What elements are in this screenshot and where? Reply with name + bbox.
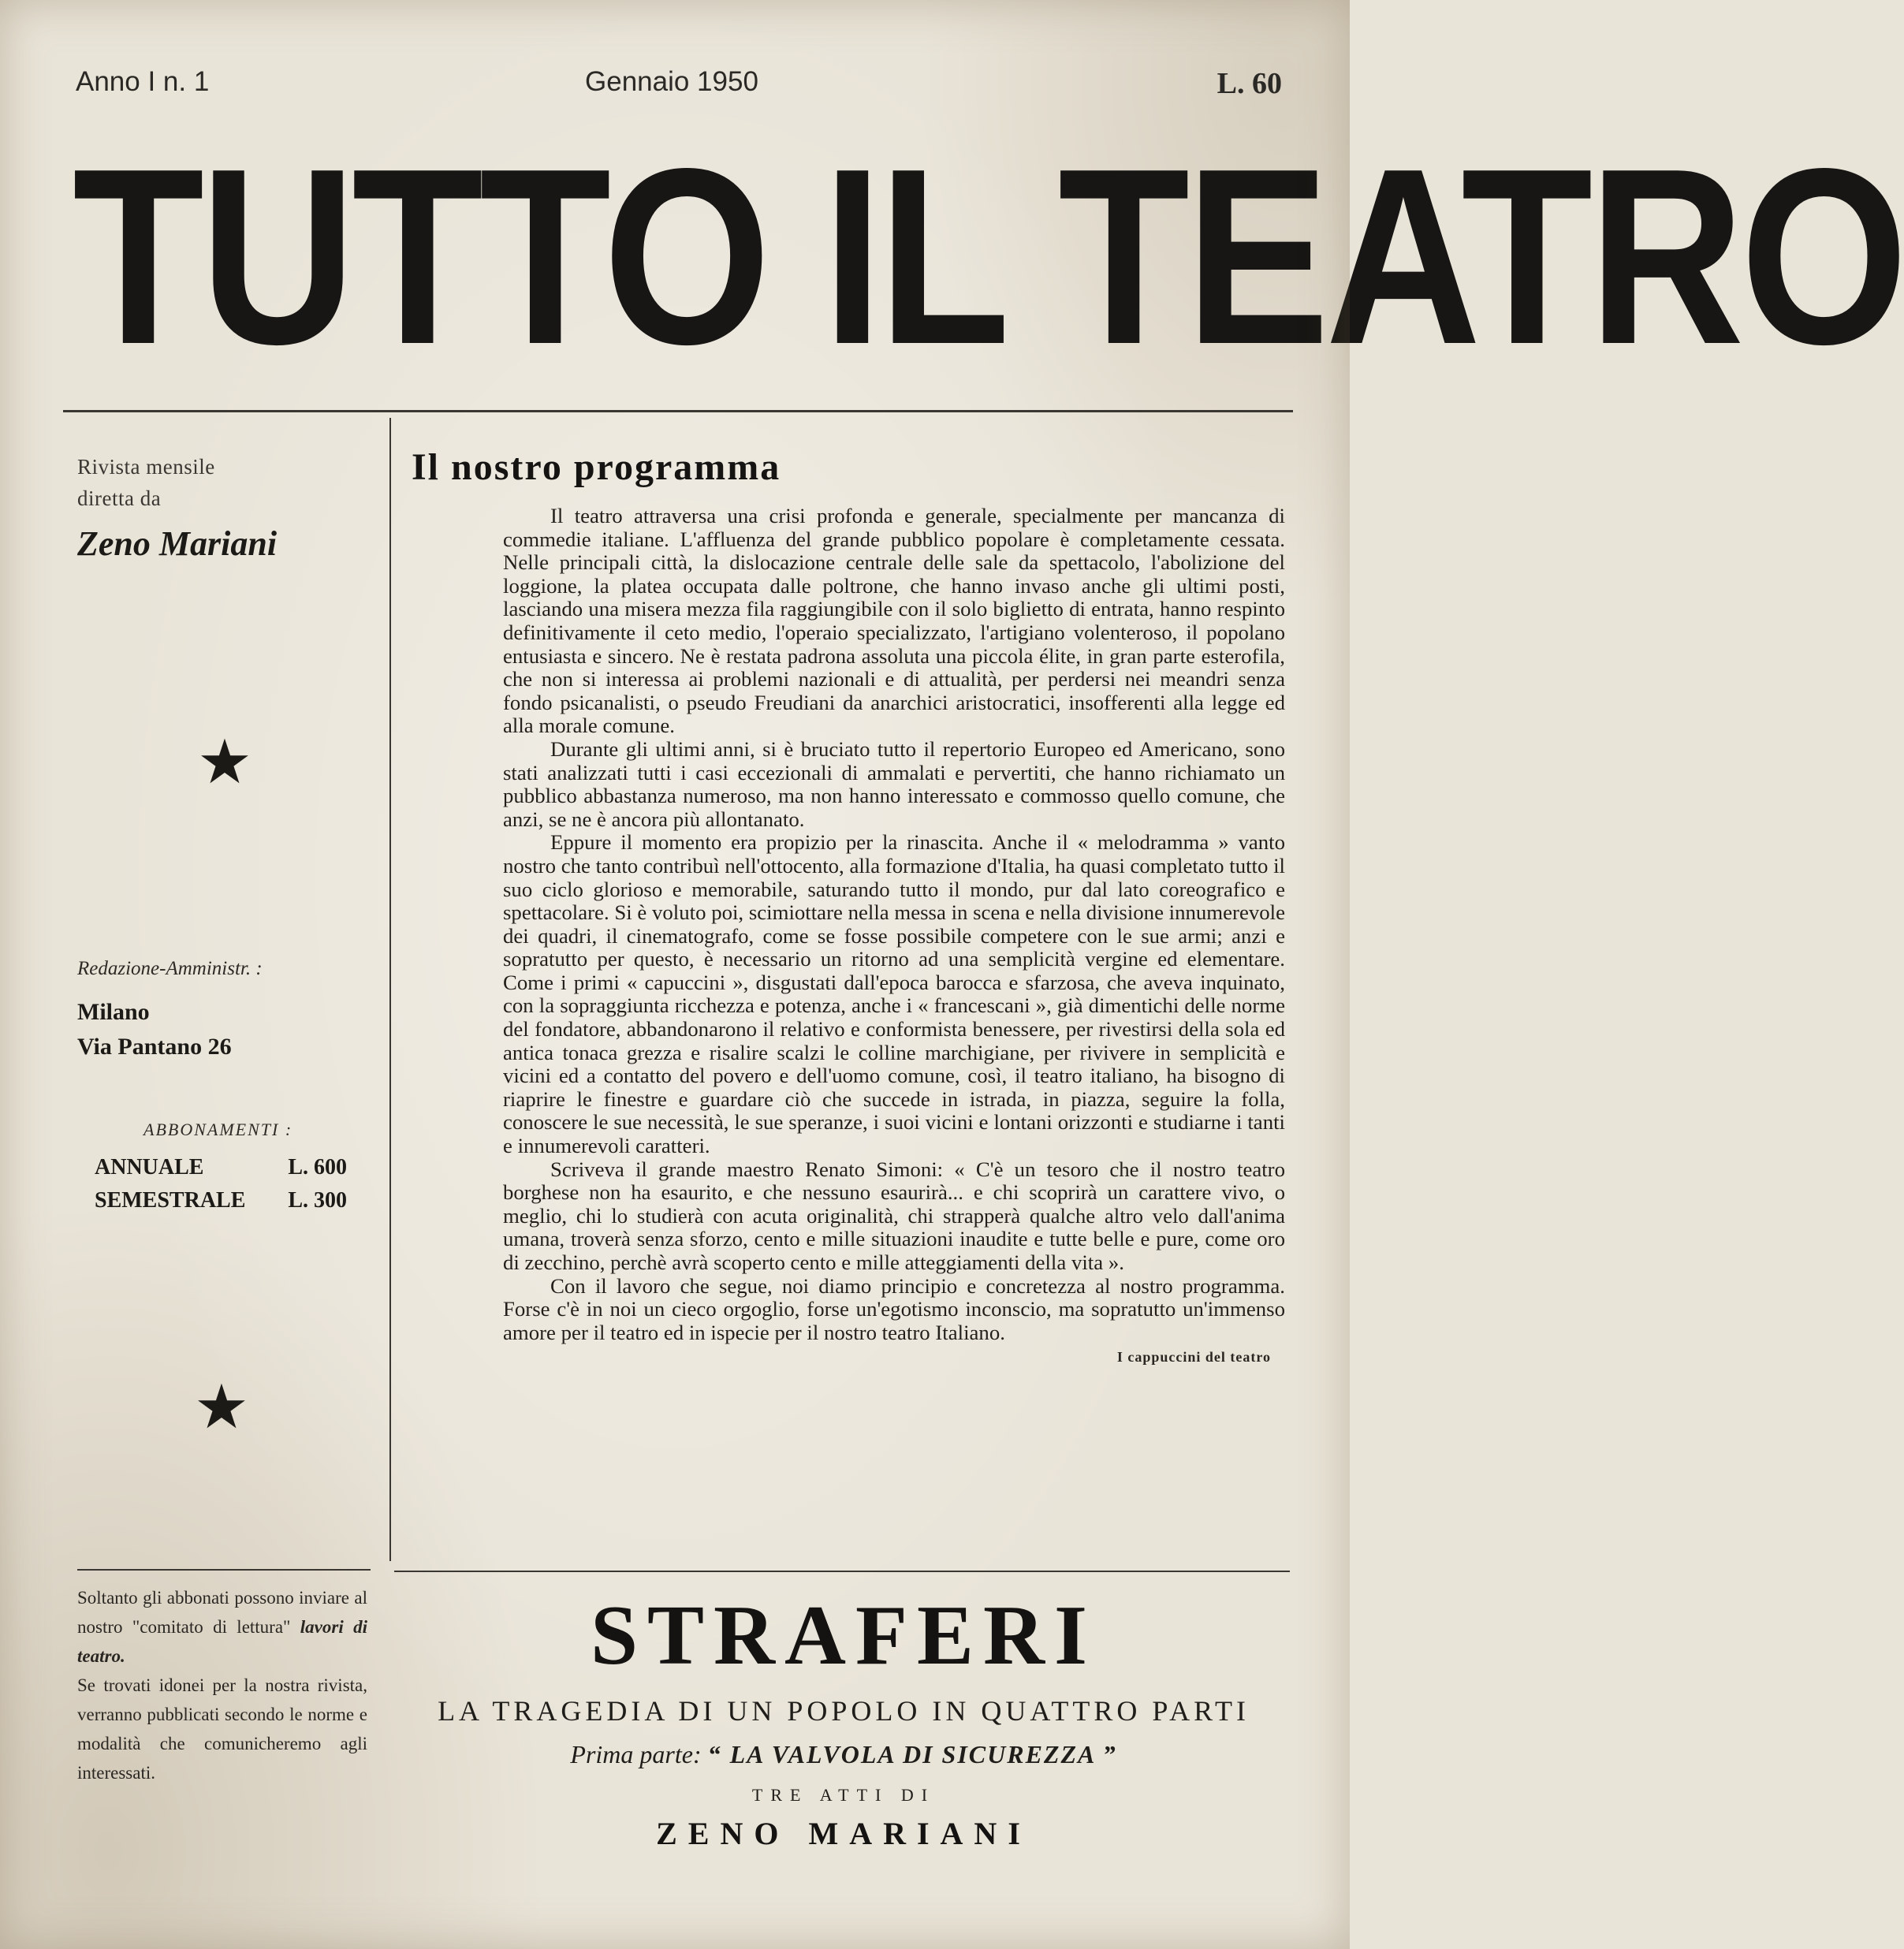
article-signature: I cappuccini del teatro: [1116, 1349, 1271, 1366]
article-title: Il nostro programma: [412, 446, 781, 488]
play-title: STRAFERI: [590, 1589, 1097, 1683]
article-paragraph: Durante gli ultimi anni, si è bruciato tutto il repertorio Europeo ed Americano, sono stati analizzati tutti i casi eccezionali di ammalati e pervertiti, che hanno richiamato un pubblico abbastanza numeroso, ma non hanno interessato e commosso quello comune, che anzi, se ne è ancora più allontanato.: [503, 736, 1285, 831]
header-line: [76, 66, 1282, 106]
part-title: “ LA VALVOLA DI SICUREZZA ”: [707, 1740, 1117, 1768]
subscription-period: SEMESTRALE: [95, 1188, 246, 1213]
issue-price: L. 60: [1217, 67, 1282, 100]
sidebar: [77, 451, 377, 564]
article-paragraph: Eppure il momento era propizio per la rinascita. Anche il « melodramma » vanto nostro che tanto contribuì nell'ottocento, alla formazione d'Italia, ha quasi completato tutto il suo ciclo glorioso e memorabile, saturando tutto il mondo, pur dal lato coreografico e spettacolare. Si è voluto poi, scimiottare nella messa in scena e nella divisione innumerevole dei quadri, il cinematografo, come se fosse possibile competere con le sue armi; anzi e sopratutto per questo, è necessario un ritorno ad una semplicità vergine ed elementare. Come i primi « capuccini », disgustati dall'epoca barocca e sfarzosa, che aveva inquinato, con la sopraggiunta ricchezza e potenza, anche i « francescani », già dimentichi delle norme del fondatore, abbandonarono il relativo e conformista benessere, per rivestirsi della sola ed antica tonaca grezza e risalire scalzi le colline marchigiane, per rivivere in semplicità e vicini ed a contatto del povero e dell'uomo comune, così, il teatro italiano, ha bisogno di riaprire le finestre e guardare ciò che succede in istrada, in piazza, seguire la folla, conoscere le sue necessità, le sue speranze, i suoi vicini e lontani orizzonti e studiarne i tanti e innumerevoli caratteri.: [503, 830, 1285, 1158]
article-paragraph: Con il lavoro che segue, noi diamo principio e concretezza al nostro programma. Forse c'è in noi un cieco orgoglio, forse un'egotismo inconscio, ma sopratutto un'immenso amore per il teatro ed in ispecie per il nostro teatro Italiano.: [503, 1273, 1285, 1344]
subscription-row: [95, 1151, 347, 1184]
subscription-row: [95, 1184, 347, 1217]
tagline-line-1: Rivista mensile: [77, 455, 215, 479]
article-paragraph: Scriveva il grande maestro Renato Simoni: « C'è un tesoro che il nostro teatro borghese non ha esaurito, e che nessuno esaurirà... e chi scoprirà un carattere vivo, o meglio, chi lo studierà con acuta originalità, chi strapperà qualche altro velo dall'anima umana, troverà senza sforzo, cento e mille situazioni inaudite e tutte belle e pure, come oro di zecchino, perchè avrà scoperto cento e mille atteggiamenti della vita ».: [503, 1157, 1285, 1274]
play-part: [398, 1740, 1289, 1769]
masthead-divider: [63, 410, 1293, 412]
subscriptions-table: [95, 1151, 347, 1217]
notice-emphasis: lavori di teatro.: [77, 1617, 367, 1666]
submission-notice: [77, 1583, 367, 1787]
director-name: Zeno Mariani: [77, 524, 278, 563]
subscription-period: ANNUALE: [95, 1155, 204, 1179]
subscription-price: L. 300: [288, 1188, 347, 1213]
article-body: [503, 505, 1285, 1344]
play-subtitle: LA TRAGEDIA DI UN POPOLO IN QUATTRO PARTI: [438, 1695, 1250, 1727]
star-icon: ★: [194, 1373, 249, 1441]
issue-date: Gennaio 1950: [585, 66, 758, 97]
editorial-office-label: Redazione-Amministr. :: [77, 958, 263, 979]
star-icon: ★: [197, 728, 252, 796]
notice-text-2: Se trovati idonei per la nostra rivista, verranno pubblicati secondo le norme e modalità che comunicheremo agli interessati.: [77, 1675, 367, 1783]
article-paragraph: Il teatro attraversa una crisi profonda e generale, specialmente per mancanza di commedie italiane. L'affluenza del grande pubblico popolare è completamente cessata. Nelle principali città, la dislocazione centrale delle sale da spettacolo, l'abolizione del loggione, la platea occupata dalle poltrone, che hanno invaso anche gli ultimi posti, lasciando una misera mezza fila raggiungibile con il solo biglietto di entrata, hanno respinto definitivamente il ceto medio, l'operaio specializzato, l'artigiano volenteroso, il popolano entusiasta e sincero. Ne è restata padrona assoluta una piccola élite, in gran parte esterofila, che non si interessa ai problemi nazionali e di attualità, per perdersi nei meandri senza fondo psicanalisti, o pseudo Freudiani da anarchici aristocratici, insofferenti alla legge ed alla morale comune.: [503, 504, 1285, 738]
notice-text: Soltanto gli abbonati possono inviare al nostro "comitato di lettura": [77, 1588, 367, 1637]
column-divider: [389, 418, 391, 1561]
play-acts: TRE ATTI DI: [751, 1785, 936, 1805]
sidebar-notice-divider: [77, 1569, 371, 1571]
address-city: Milano: [77, 999, 150, 1025]
tagline-line-2: diretta da: [77, 486, 162, 510]
issue-number: Anno I n. 1: [76, 66, 210, 97]
address-street: Via Pantano 26: [77, 1034, 232, 1060]
masthead-title: TUTTO IL TEATRO: [73, 117, 1904, 397]
play-advertisement: [398, 1585, 1289, 1852]
subscription-price: L. 600: [288, 1155, 347, 1179]
advertisement-divider: [394, 1571, 1290, 1572]
subscriptions-label: ABBONAMENTI :: [143, 1120, 293, 1139]
play-author: ZENO MARIANI: [656, 1816, 1031, 1851]
office-address: [77, 995, 232, 1064]
part-prefix: Prima parte:: [570, 1740, 702, 1768]
editorial-article: [412, 445, 1287, 1366]
